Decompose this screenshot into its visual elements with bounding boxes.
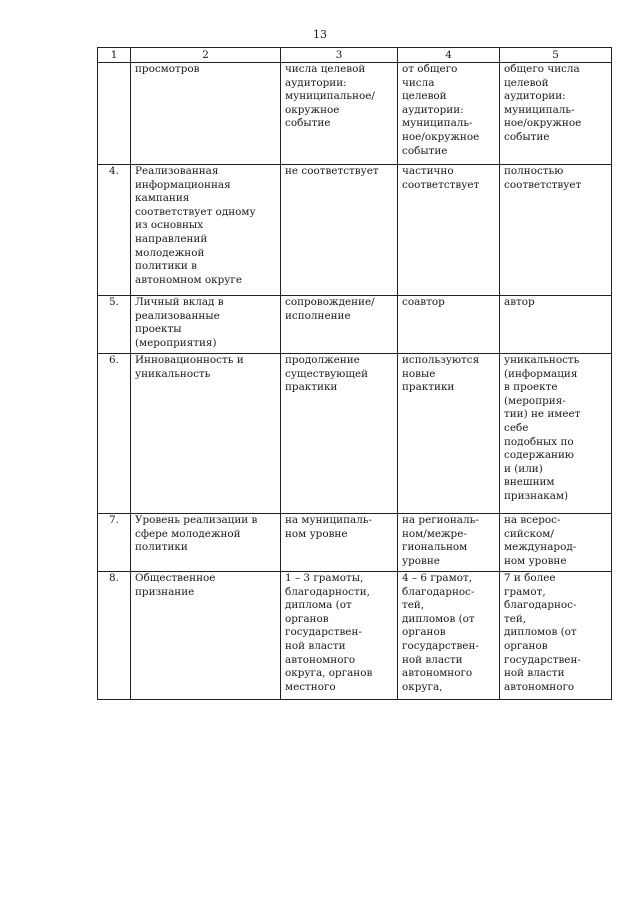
cell-text-line: признакам) (504, 489, 569, 502)
cell-text-line: ное/окружное (402, 130, 480, 143)
row-number: 6. (98, 354, 131, 514)
cell-text-line: уникальность (135, 367, 211, 380)
criteria-table (97, 47, 612, 700)
cell-text-line: ной власти (285, 639, 346, 652)
cell-text-line: органов (402, 626, 446, 639)
cell-text-line: Личный вклад в (135, 296, 224, 308)
cell-text-line: (информация (504, 367, 578, 380)
cell-text-line: используются (402, 354, 480, 366)
cell-text-line: числа целевой (285, 63, 366, 75)
cell-text-line: автономного (402, 667, 473, 680)
cell-text-line: Реализованная (135, 165, 219, 177)
cell-text-line: местного (285, 680, 336, 693)
header-cell-5: 5 (500, 48, 612, 63)
cell-text-line: Инновационность и (135, 354, 244, 366)
table-row (98, 296, 612, 354)
cell-text-line: муниципальное/ (285, 90, 375, 103)
cell-text-line: автономного (504, 680, 575, 693)
cell-text-line: просмотров (135, 63, 200, 75)
cell-text-line: признание (135, 585, 195, 598)
page-number: 13 (313, 28, 327, 41)
cell-text-line: числа (402, 76, 435, 89)
medium-score-cell (398, 572, 500, 700)
cell-text-line: дипломов (от (504, 626, 577, 639)
cell-text-line: в проекте (504, 381, 558, 394)
cell-text-line: соавтор (402, 296, 445, 308)
cell-text-line: автор (504, 296, 535, 308)
cell-text-line: 1 – 3 грамоты, (285, 572, 364, 584)
cell-text-line: сфере молодежной (135, 527, 241, 540)
table-row (98, 572, 612, 700)
table-row (98, 63, 612, 165)
cell-text-line: соответствует (504, 178, 582, 191)
cell-text-line: благодарнос- (504, 599, 577, 612)
row-number: 7. (98, 514, 131, 572)
cell-text-line: аудитории: (285, 76, 347, 89)
header-cell-2: 2 (131, 48, 281, 63)
row-number: 8. (98, 572, 131, 700)
cell-text-line: муниципаль- (504, 103, 575, 116)
cell-text-line: целевой (402, 90, 447, 103)
medium-score-cell (398, 354, 500, 514)
cell-text-line: общего числа (504, 63, 580, 75)
cell-text-line: ной власти (402, 653, 463, 666)
cell-text-line: реализованные (135, 309, 220, 322)
criterion-cell (131, 354, 281, 514)
row-number: 4. (98, 165, 131, 296)
cell-text-line: диплома (от (285, 599, 352, 612)
row-number: 5. (98, 296, 131, 354)
header-cell-3: 3 (281, 48, 398, 63)
cell-text-line: (мероприя- (504, 394, 566, 407)
cell-text-line: 7 и более (504, 572, 556, 584)
cell-text-line: кампания (135, 192, 190, 205)
low-score-cell (281, 165, 398, 296)
table-row (98, 165, 612, 296)
cell-text-line: государствен- (402, 639, 479, 652)
criterion-cell (131, 165, 281, 296)
cell-text-line: 4 – 6 грамот, (402, 572, 473, 584)
cell-text-line: (мероприятия) (135, 336, 217, 349)
high-score-cell (500, 354, 612, 514)
cell-text-line: тей, (402, 599, 425, 612)
cell-text-line: направлений (135, 232, 208, 245)
cell-text-line: продолжение (285, 354, 360, 366)
cell-text-line: органов (504, 639, 548, 652)
cell-text-line: целевой (504, 76, 549, 89)
cell-text-line: информационная (135, 178, 231, 191)
medium-score-cell (398, 514, 500, 572)
cell-text-line: тей, (504, 612, 527, 625)
high-score-cell (500, 296, 612, 354)
cell-text-line: подобных по (504, 435, 574, 448)
high-score-cell (500, 165, 612, 296)
medium-score-cell (398, 165, 500, 296)
cell-text-line: органов (285, 612, 329, 625)
cell-text-line: аудитории: (504, 90, 566, 103)
cell-text-line: уровне (402, 554, 440, 567)
cell-text-line: не соответствует (285, 165, 379, 177)
cell-text-line: ном уровне (504, 554, 567, 567)
cell-text-line: Общественное (135, 572, 216, 584)
low-score-cell (281, 514, 398, 572)
cell-text-line: аудитории: (402, 103, 464, 116)
cell-text-line: грамот, (504, 585, 546, 598)
cell-text-line: автономного (285, 653, 356, 666)
cell-text-line: событие (402, 144, 448, 157)
cell-text-line: проекты (135, 323, 182, 336)
cell-text-line: тии) не имеет (504, 408, 581, 421)
cell-text-line: уникальность (504, 354, 580, 366)
cell-text-line: от общего (402, 63, 458, 75)
cell-text-line: политики (135, 541, 188, 554)
cell-text-line: практики (402, 381, 455, 394)
cell-text-line: ной власти (504, 667, 565, 680)
cell-text-line: государствен- (285, 626, 362, 639)
criterion-cell (131, 514, 281, 572)
cell-text-line: исполнение (285, 309, 351, 322)
medium-score-cell (398, 63, 500, 165)
row-number (98, 63, 131, 165)
table-row (98, 354, 612, 514)
cell-text-line: внешним (504, 476, 555, 489)
table-row (98, 514, 612, 572)
cell-text-line: соответствует (402, 178, 480, 191)
cell-text-line: на муниципаль- (285, 514, 372, 526)
header-cell-1: 1 (98, 48, 131, 63)
cell-text-line: государствен- (504, 653, 581, 666)
cell-text-line: полностью (504, 165, 564, 177)
criterion-cell (131, 572, 281, 700)
cell-text-line: Уровень реализации в (135, 514, 258, 526)
criterion-cell (131, 63, 281, 165)
cell-text-line: дипломов (от (402, 612, 475, 625)
cell-text-line: округа, органов (285, 667, 373, 680)
cell-text-line: округа, (402, 680, 443, 693)
cell-text-line: ном уровне (285, 527, 348, 540)
cell-text-line: международ- (504, 541, 577, 554)
cell-text-line: на всерос- (504, 514, 561, 526)
high-score-cell (500, 514, 612, 572)
cell-text-line: молодежной (135, 246, 205, 259)
cell-text-line: окружное (285, 103, 340, 116)
low-score-cell (281, 572, 398, 700)
table-header-row (98, 48, 612, 63)
criterion-cell (131, 296, 281, 354)
cell-text-line: сопровождение/ (285, 296, 375, 308)
cell-text-line: содержанию (504, 449, 574, 462)
cell-text-line: и (или) (504, 462, 543, 475)
cell-text-line: благодарности, (285, 585, 370, 598)
cell-text-line: благодарнос- (402, 585, 475, 598)
cell-text-line: автономном округе (135, 273, 242, 286)
cell-text-line: себе (504, 421, 529, 434)
cell-text-line: ное/окружное (504, 117, 582, 130)
cell-text-line: ном/межре- (402, 527, 467, 540)
low-score-cell (281, 63, 398, 165)
cell-text-line: политики в (135, 260, 197, 273)
low-score-cell (281, 354, 398, 514)
cell-text-line: из основных (135, 219, 204, 232)
high-score-cell (500, 63, 612, 165)
low-score-cell (281, 296, 398, 354)
cell-text-line: соответствует одному (135, 205, 256, 218)
cell-text-line: событие (504, 130, 550, 143)
cell-text-line: событие (285, 117, 331, 130)
header-cell-4: 4 (398, 48, 500, 63)
cell-text-line: новые (402, 367, 436, 380)
cell-text-line: гиональном (402, 541, 468, 554)
medium-score-cell (398, 296, 500, 354)
cell-text-line: муниципаль- (402, 117, 473, 130)
high-score-cell (500, 572, 612, 700)
cell-text-line: на региональ- (402, 514, 479, 526)
cell-text-line: существующей (285, 367, 369, 380)
cell-text-line: практики (285, 381, 338, 394)
cell-text-line: сийском/ (504, 527, 554, 540)
cell-text-line: частично (402, 165, 454, 177)
